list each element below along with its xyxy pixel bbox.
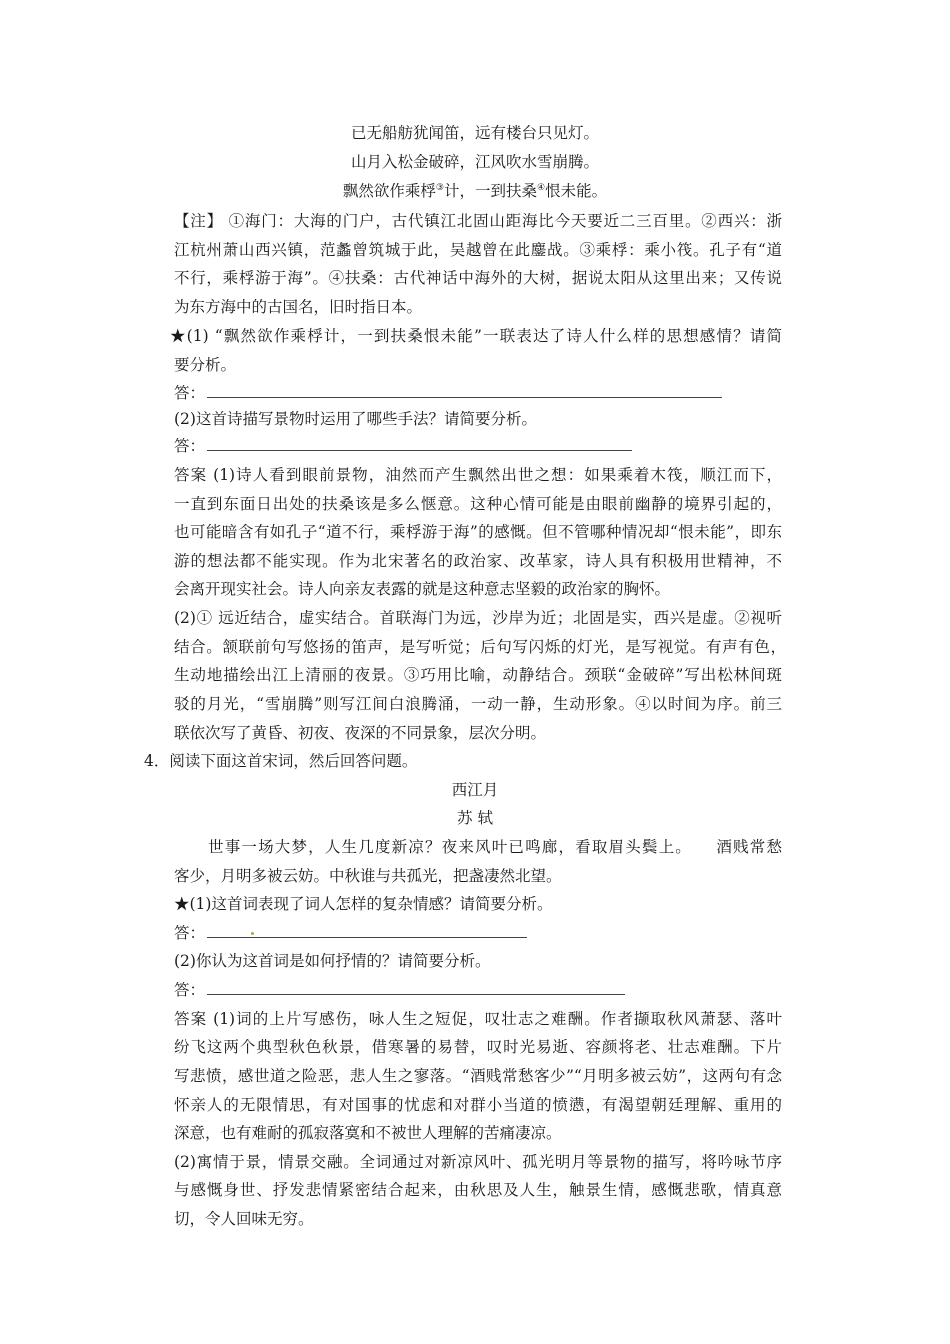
poem-line-3-part-b: 计，一到扶桑 bbox=[443, 182, 537, 200]
answer-line[interactable] bbox=[207, 923, 527, 938]
poem-line-1: 已无船舫犹闻笛，远有楼台只见灯。 bbox=[350, 124, 599, 142]
answer-label: 答： bbox=[174, 924, 206, 942]
answer-label: 答： bbox=[174, 981, 206, 999]
q4-answer-blank-1 bbox=[174, 923, 527, 943]
ci-text-line-1: 世事一场大梦，人生几度新凉？夜来风叶已鸣廊，看取眉头鬓上。 酒贱常愁 bbox=[208, 838, 782, 856]
poem-line-2: 山月入松金破碎，江风吹水雪崩腾。 bbox=[350, 153, 599, 171]
q3-question-2: (2)这首诗描写景物时运用了哪些手法？请简要分析。 bbox=[174, 410, 537, 428]
q3-answer-1-line-4: 游的想法都不能实现。作为北宋著名的政治家、改革家，诗人具有积极用世精神，不 bbox=[174, 552, 782, 570]
note-line-3: 不行，乘桴游于海”。④扶桑：古代神话中海外的大树，据说太阳从这里出来；又传说 bbox=[174, 269, 782, 287]
footnote-marker-3: ③ bbox=[435, 183, 444, 193]
q4-answer-2-line-3: 切，令人回味无穷。 bbox=[174, 1210, 314, 1228]
q3-answer-blank-1 bbox=[174, 383, 722, 403]
ci-title: 西江月 bbox=[451, 781, 499, 799]
answer-line[interactable] bbox=[207, 436, 632, 451]
q4-answer-1-line-3: 写悲愤，感世道之险恶，悲人生之寥落。“酒贱常愁客少”“月明多被云妨”，这两句有念 bbox=[174, 1067, 782, 1085]
q4-answer-1-line-2: 纷飞这两个典型秋色秋景，借寒暑的易替，叹时光易逝、容颜将老、壮志难酬。下片 bbox=[174, 1038, 782, 1056]
note-line-2: 江杭州萧山西兴镇，范蠡曾筑城于此，吴越曾在此鏖战。③乘桴：乘小筏。孔子有“道 bbox=[174, 241, 782, 259]
q3-answer-1-line-3: 也可能暗含有如孔子“道不行，乘桴游于海”的感慨。但不管哪种情况却“恨未能”，即东 bbox=[174, 523, 782, 541]
q4-answer-blank-2 bbox=[174, 980, 625, 1000]
q3-question-1-line-1: ★(1) “飘然欲作乘桴计，一到扶桑恨未能”一联表达了诗人什么样的思想感情？请简 bbox=[170, 327, 782, 345]
footnote-marker-4: ④ bbox=[537, 183, 546, 193]
q4-question-2: (2)你认为这首词是如何抒情的？请简要分析。 bbox=[174, 952, 491, 970]
q3-answer-1-line-5: 会离开现实社会。诗人向亲友表露的就是这种意志坚毅的政治家的胸怀。 bbox=[174, 580, 671, 598]
q3-answer-2-line-3: 生动地描绘出江上清丽的夜景。③巧用比喻，动静结合。颈联“金破碎”写出松林间斑 bbox=[174, 666, 782, 684]
q3-answer-2-line-2: 结合。颔联前句写悠扬的笛声，是写听觉；后句写闪烁的灯光，是写视觉。有声有色， bbox=[174, 638, 786, 656]
answer-line[interactable] bbox=[207, 980, 625, 995]
q4-answer-1-line-4: 怀亲人的无限情思，有对国事的忧虑和对群小当道的愤懑，有渴望朝廷理解、重用的 bbox=[174, 1096, 782, 1114]
note-line-4: 为东方海中的古国名，旧时指日本。 bbox=[174, 298, 423, 316]
q4-answer-1-line-5: 深意，也有难耐的孤寂落寞和不被世人理解的苦痛凄凉。 bbox=[174, 1124, 562, 1142]
ci-text-line-2: 客少，月明多被云妨。中秋谁与共孤光，把盏凄然北望。 bbox=[174, 867, 562, 885]
q3-answer-2-line-5: 联依次写了黄昏、初夜、夜深的不同景象，层次分明。 bbox=[174, 724, 547, 742]
ink-dot bbox=[251, 932, 254, 935]
poem-line-3-part-c: 恨未能。 bbox=[545, 182, 608, 200]
ci-author: 苏 轼 bbox=[457, 809, 493, 827]
q4-answer-2-line-2: 与感慨身世、抒发悲情紧密结合起来，由秋思及人生，触景生情，感慨悲歌，情真意 bbox=[174, 1181, 782, 1199]
q4-answer-2-line-1: (2)寓情于景，情景交融。全词通过对新凉风叶、孤光明月等景物的描写，将吟咏节序 bbox=[174, 1153, 782, 1171]
q4-heading: 4．阅读下面这首宋词，然后回答问题。 bbox=[144, 752, 418, 770]
note-line-1: 【注】 ①海门：大海的门户，古代镇江北固山距海比今天要近二三百里。②西兴：浙 bbox=[174, 212, 782, 230]
q3-answer-2-line-4: 驳的月光，“雪崩腾”则写江间白浪腾涌，一动一静，生动形象。④以时间为序。前三 bbox=[174, 695, 782, 713]
q4-answer-1-line-1: 答案 (1)词的上片写感伤，咏人生之短促，叹壮志之难酬。作者撷取秋风萧瑟、落叶 bbox=[174, 1010, 782, 1028]
q3-answer-1-line-1: 答案 (1)诗人看到眼前景物，油然而产生飘然出世之想：如果乘着木筏，顺江而下， bbox=[174, 466, 782, 484]
q3-answer-blank-2 bbox=[174, 436, 632, 456]
q4-question-1: ★(1)这首词表现了词人怎样的复杂情感？请简要分析。 bbox=[174, 895, 553, 913]
poem-line-3-part-a: 飘然欲作乘桴 bbox=[342, 182, 436, 200]
answer-label: 答： bbox=[174, 437, 206, 455]
answer-line[interactable] bbox=[207, 383, 722, 398]
q3-answer-1-line-2: 一直到东面日出处的扶桑该是多么惬意。这种心情可能是由眼前幽静的境界引起的， bbox=[174, 495, 782, 513]
q3-question-1-line-2: 要分析。 bbox=[174, 356, 237, 374]
answer-label: 答： bbox=[174, 384, 206, 402]
poem-line-3 bbox=[0, 181, 950, 201]
q3-answer-2-line-1: (2)① 远近结合，虚实结合。首联海门为远，沙岸为近；北固是实，西兴是虚。②视听 bbox=[174, 609, 782, 627]
